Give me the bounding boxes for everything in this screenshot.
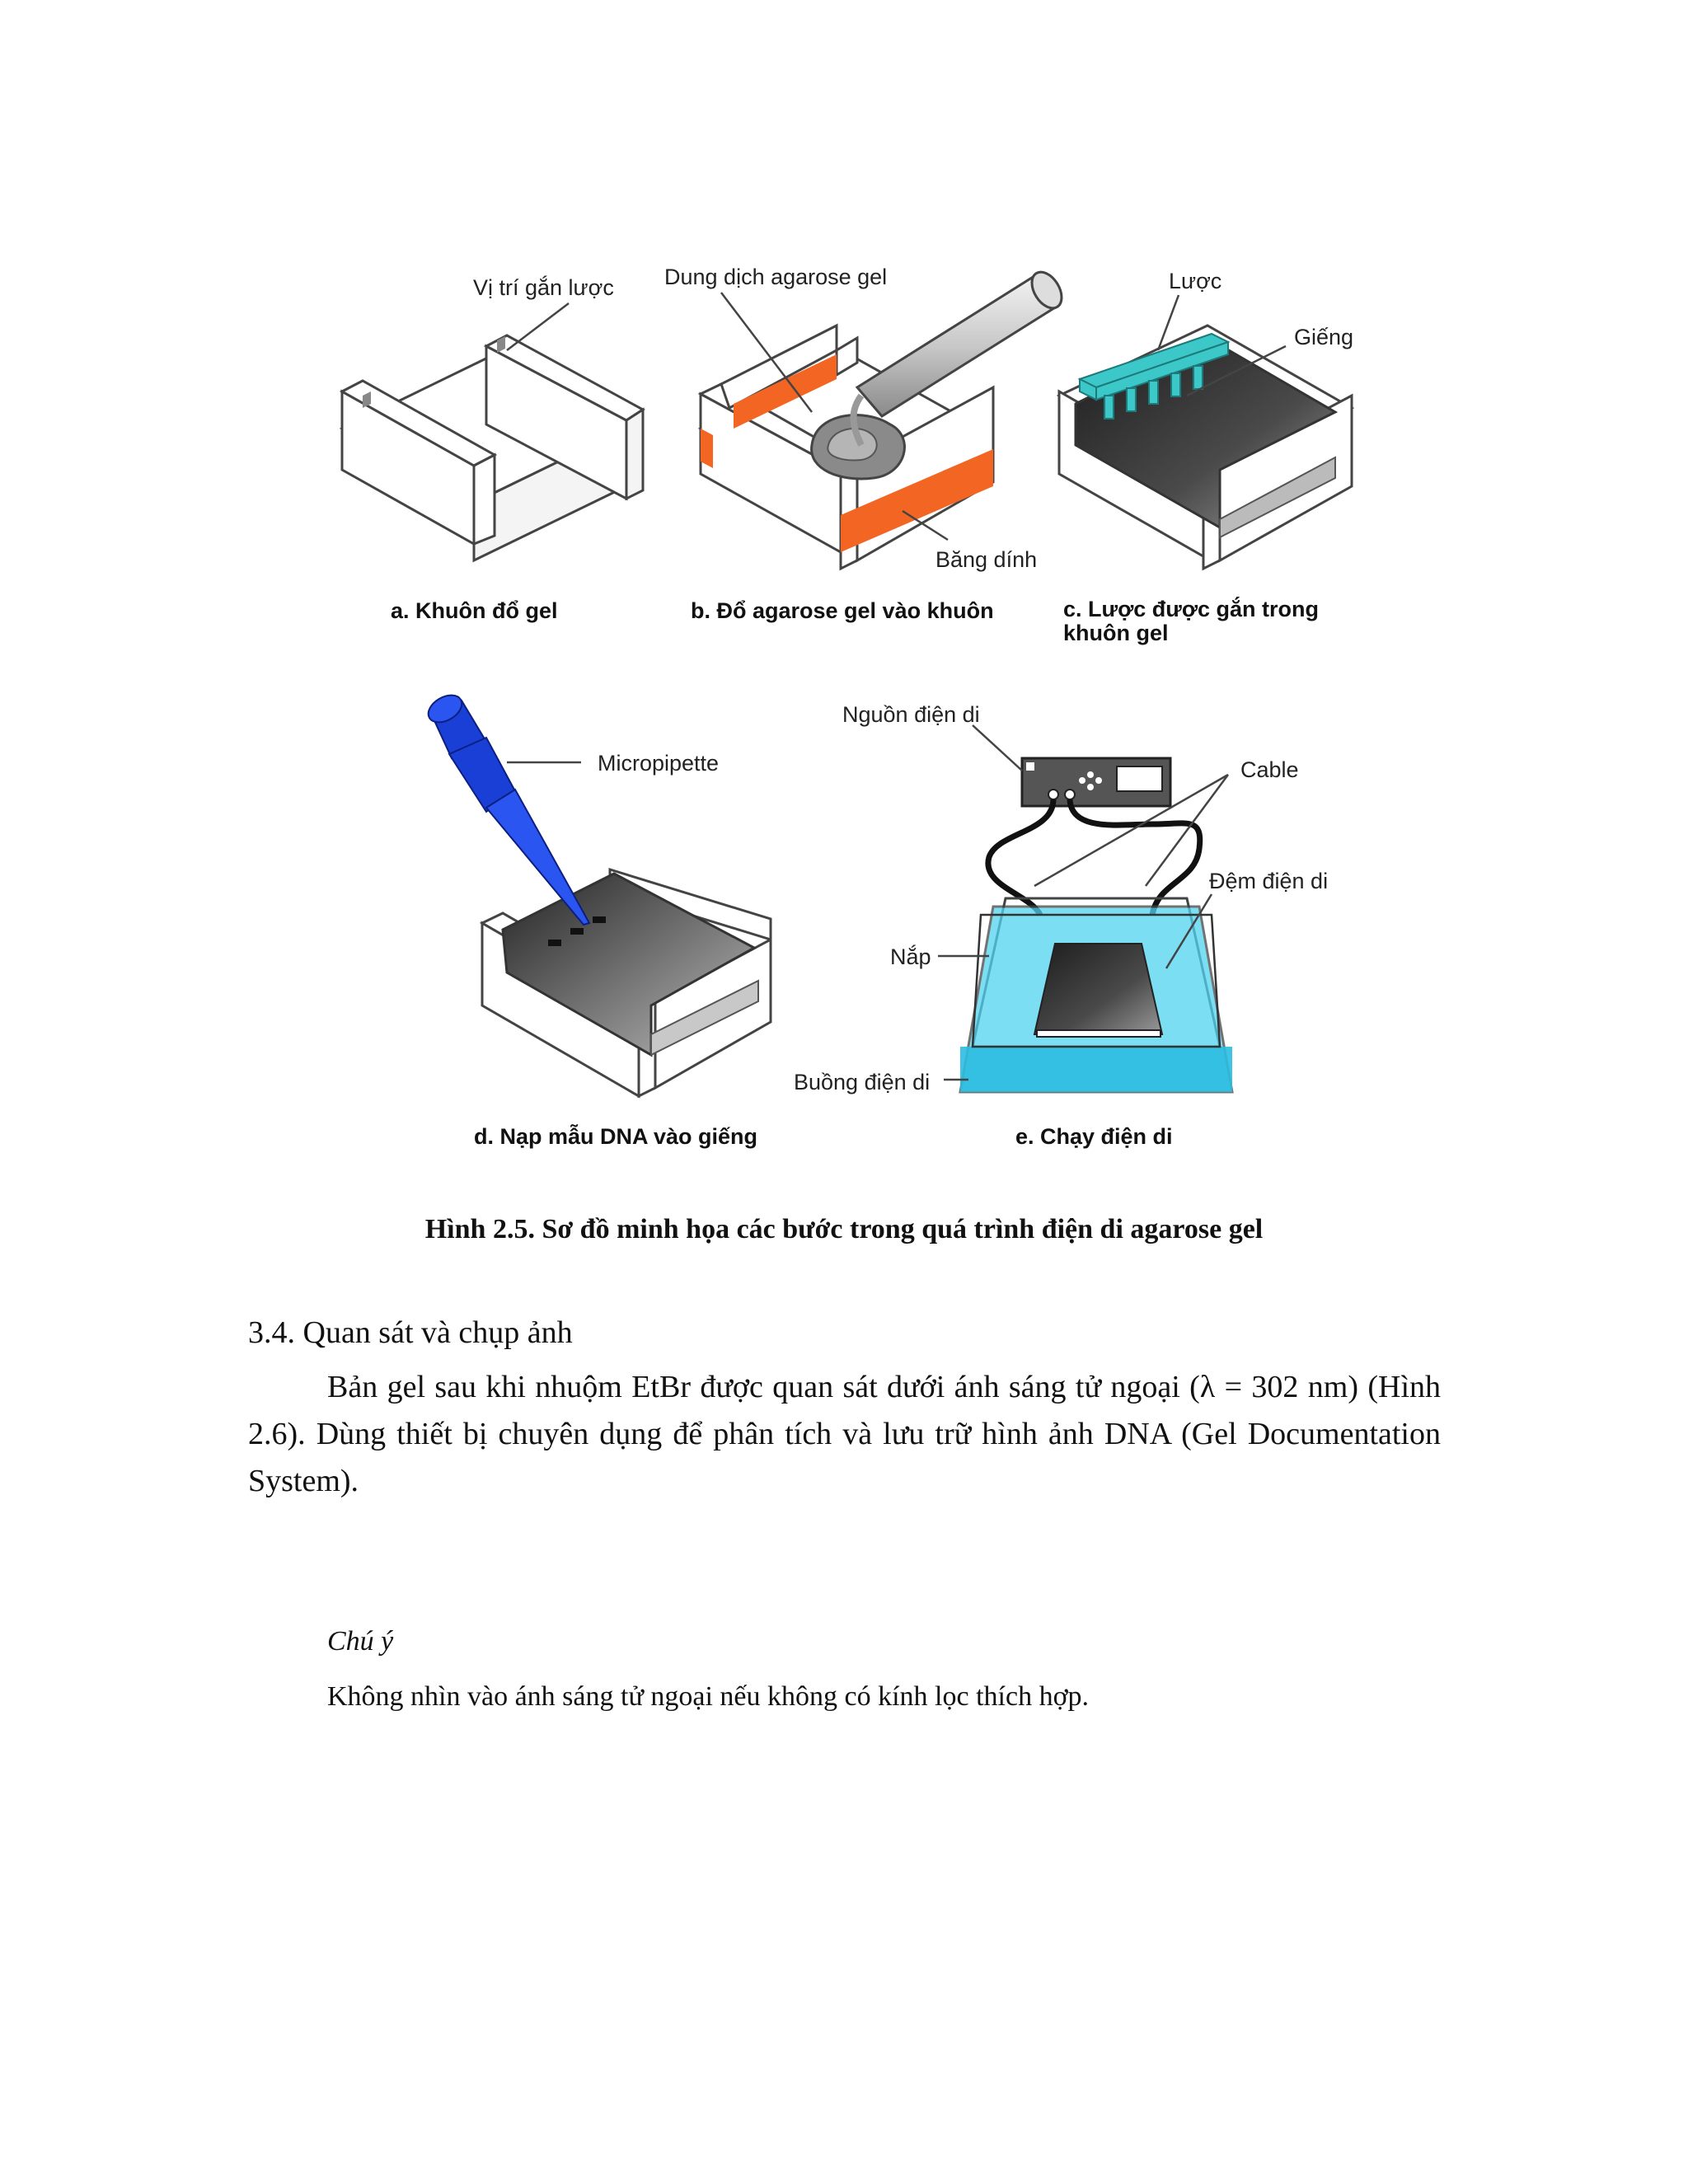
panel-a-tray	[342, 335, 643, 560]
label-slot: Vị trí gắn lược	[473, 275, 614, 300]
label-solution: Dung dịch agarose gel	[664, 265, 888, 289]
caption-panel-d: d. Nạp mẫu DNA vào giếng	[474, 1124, 758, 1149]
caption-panel-c-1: c. Lược được gắn trong	[1063, 597, 1320, 621]
label-power: Nguồn điện di	[842, 702, 980, 727]
figure-caption: Hình 2.5. Sơ đồ minh họa các bước trong quá trình điện di agarose gel	[424, 1214, 1264, 1244]
label-wells: Giếng	[1294, 325, 1354, 349]
section-heading: 3.4. Quan sát và chụp ảnh	[248, 1315, 573, 1350]
label-tape: Băng dính	[935, 547, 1038, 572]
caption-panel-c-2: khuôn gel	[1063, 621, 1169, 645]
label-comb: Lược	[1169, 269, 1222, 293]
section-paragraph: Bản gel sau khi nhuộm EtBr được quan sát dưới ánh sáng tử ngoại (λ = 302 nm) (Hình 2.6). Dùng thiết bị chuyên dụng để phân tích và lưu trữ hình ảnh DNA (Gel Documentation System).	[248, 1370, 1441, 1498]
label-buffer: Đệm điện di	[1209, 869, 1329, 893]
pointer-slot	[507, 303, 569, 350]
power-supply	[1022, 758, 1170, 806]
caption-panel-e: e. Chạy điện di	[1015, 1124, 1173, 1149]
agarose-puddle	[812, 415, 905, 479]
note-title: Chú ý	[327, 1626, 394, 1657]
note-text: Không nhìn vào ánh sáng tử ngoại nếu không có kính lọc thích hợp.	[327, 1681, 1090, 1712]
caption-panel-b: b. Đổ agarose gel vào khuôn	[691, 598, 994, 623]
label-lid: Nắp	[890, 944, 931, 969]
caption-panel-a: a. Khuôn đổ gel	[391, 598, 558, 623]
micropipette	[424, 690, 589, 925]
label-cable: Cable	[1240, 757, 1299, 782]
label-chamber: Buồng điện di	[794, 1070, 931, 1094]
panel-d-tray	[482, 869, 771, 1096]
label-micropipette: Micropipette	[598, 751, 720, 776]
pointer-power	[973, 725, 1022, 771]
